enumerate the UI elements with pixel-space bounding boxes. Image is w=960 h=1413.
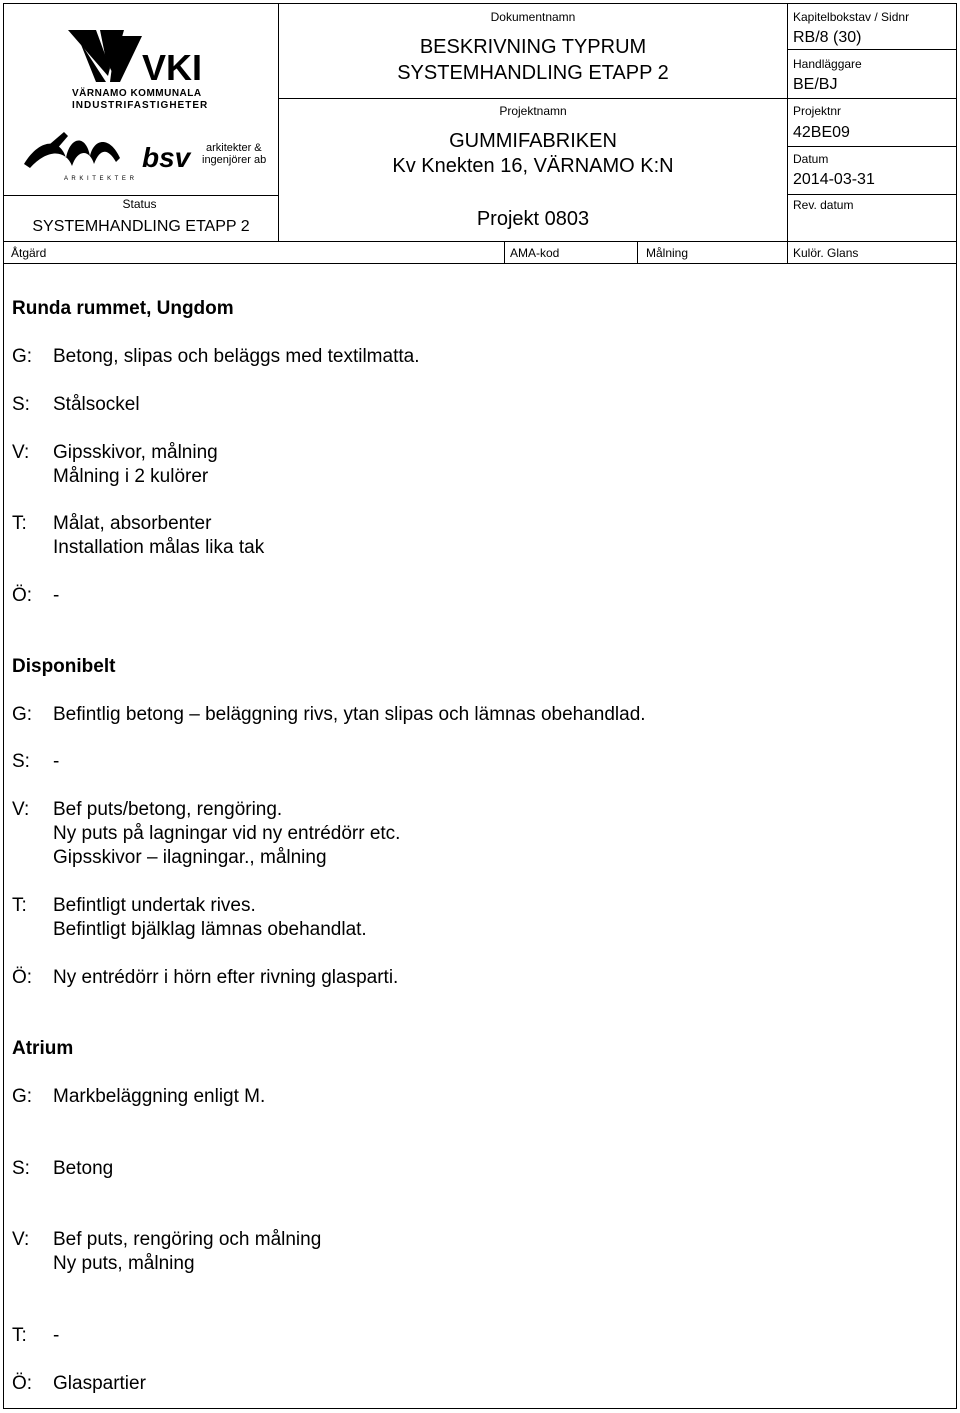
spec-line: Betong bbox=[53, 1158, 114, 1179]
header-divider bbox=[787, 98, 957, 99]
logo-arch-text: A R K I T E K T E R bbox=[64, 176, 135, 182]
spec-line: Installation målas lika tak bbox=[53, 537, 265, 558]
projektnr-label: Projektnr bbox=[793, 104, 842, 118]
header-divider bbox=[787, 49, 957, 50]
spec-line: Målat, absorbenter bbox=[53, 513, 212, 534]
spec-line: Markbeläggning enligt M. bbox=[53, 1086, 266, 1107]
spec-line: Betong, slipas och beläggs med textilmatta. bbox=[53, 346, 420, 367]
header-divider bbox=[637, 241, 638, 263]
spec-line: Gipsskivor – ilagningar., målning bbox=[53, 847, 327, 868]
spec-line: Befintligt bjälklag lämnas obehandlat. bbox=[53, 919, 367, 940]
spec-line: - bbox=[53, 585, 60, 606]
dokumentnamn-line1: BESKRIVNING TYPRUM bbox=[419, 36, 647, 58]
spec-line: Målning i 2 kulörer bbox=[53, 466, 209, 487]
spec-label: G: bbox=[12, 704, 33, 725]
header-divider bbox=[787, 194, 957, 195]
spec-line: Bef puts, rengöring och målning bbox=[53, 1229, 322, 1250]
section-title: Runda rummet, Ungdom bbox=[12, 298, 234, 319]
kapitel-value: RB/8 (30) bbox=[793, 29, 862, 46]
handlaggare-value: BE/BJ bbox=[793, 76, 838, 93]
spec-line: Gipsskivor, målning bbox=[53, 442, 218, 463]
spec-line: - bbox=[53, 751, 60, 772]
header-divider bbox=[787, 3, 788, 241]
company-line1: VÄRNAMO KOMMUNALA bbox=[72, 88, 202, 99]
spec-line: Glaspartier bbox=[53, 1373, 146, 1394]
spec-label: T: bbox=[12, 895, 27, 916]
spec-label: V: bbox=[12, 442, 30, 463]
spec-label: G: bbox=[12, 346, 33, 367]
header-divider bbox=[3, 263, 957, 264]
col-ama: AMA-kod bbox=[510, 246, 560, 260]
section-title: Disponibelt bbox=[12, 656, 116, 677]
vki-logo-text: VKI bbox=[142, 47, 203, 88]
spec-label: T: bbox=[12, 1325, 27, 1346]
spec-line: - bbox=[53, 1325, 60, 1346]
header-divider bbox=[278, 98, 788, 99]
spec-label: S: bbox=[12, 394, 30, 415]
spec-line: Ny entrédörr i hörn efter rivning glasparti. bbox=[53, 967, 399, 988]
header-divider bbox=[787, 146, 957, 147]
spec-label: V: bbox=[12, 1229, 30, 1250]
spec-label: G: bbox=[12, 1086, 33, 1107]
bsv-logo bbox=[20, 128, 265, 188]
header-divider bbox=[3, 195, 279, 196]
projektnamn-line1: GUMMIFABRIKEN bbox=[449, 130, 617, 152]
spec-label: Ö: bbox=[12, 585, 33, 606]
spec-line: Ny puts, målning bbox=[53, 1253, 195, 1274]
projektnamn-label: Projektnamn bbox=[499, 104, 567, 118]
spec-label: S: bbox=[12, 751, 30, 772]
projektnamn-line2: Kv Knekten 16, VÄRNAMO K:N bbox=[392, 155, 674, 177]
datum-value: 2014-03-31 bbox=[793, 171, 875, 188]
bsv-logo-text: bsv bbox=[142, 142, 191, 173]
dokumentnamn-label: Dokumentnamn bbox=[490, 10, 576, 24]
handlaggare-label: Handläggare bbox=[793, 57, 862, 71]
col-atgard: Åtgärd bbox=[11, 246, 47, 260]
spec-line: Befintlig betong – beläggning rivs, ytan slipas och lämnas obehandlad. bbox=[53, 704, 646, 725]
spec-label: Ö: bbox=[12, 1373, 33, 1394]
projektnr-value: 42BE09 bbox=[793, 124, 850, 141]
company-line2: INDUSTRIFASTIGHETER bbox=[72, 100, 209, 111]
vki-logo bbox=[60, 22, 220, 112]
revdatum-label: Rev. datum bbox=[793, 198, 854, 212]
bsv-logo-sub1: arkitekter & bbox=[206, 142, 262, 154]
datum-label: Datum bbox=[793, 152, 829, 166]
spec-label: T: bbox=[12, 513, 27, 534]
spec-line: Bef puts/betong, rengöring. bbox=[53, 799, 283, 820]
kapitel-label: Kapitelbokstav / Sidnr bbox=[793, 10, 910, 24]
header-divider bbox=[787, 241, 788, 263]
spec-line: Ny puts på lagningar vid ny entrédörr etc. bbox=[53, 823, 401, 844]
spec-line: Stålsockel bbox=[53, 394, 140, 415]
col-malning: Målning bbox=[646, 246, 689, 260]
bsv-logo-sub2: ingenjörer ab bbox=[202, 154, 267, 166]
spec-label: S: bbox=[12, 1158, 30, 1179]
projekt-number: Projekt 0803 bbox=[476, 208, 590, 230]
status-label: Status bbox=[122, 197, 157, 211]
section-title: Atrium bbox=[12, 1038, 74, 1059]
header-divider bbox=[504, 241, 505, 263]
status-value: SYSTEMHANDLING ETAPP 2 bbox=[32, 218, 250, 235]
dokumentnamn-line2: SYSTEMHANDLING ETAPP 2 bbox=[397, 62, 669, 84]
col-kulor: Kulör. Glans bbox=[793, 246, 859, 260]
spec-line: Befintligt undertak rives. bbox=[53, 895, 256, 916]
spec-label: Ö: bbox=[12, 967, 33, 988]
header-divider bbox=[3, 241, 957, 242]
spec-label: V: bbox=[12, 799, 30, 820]
